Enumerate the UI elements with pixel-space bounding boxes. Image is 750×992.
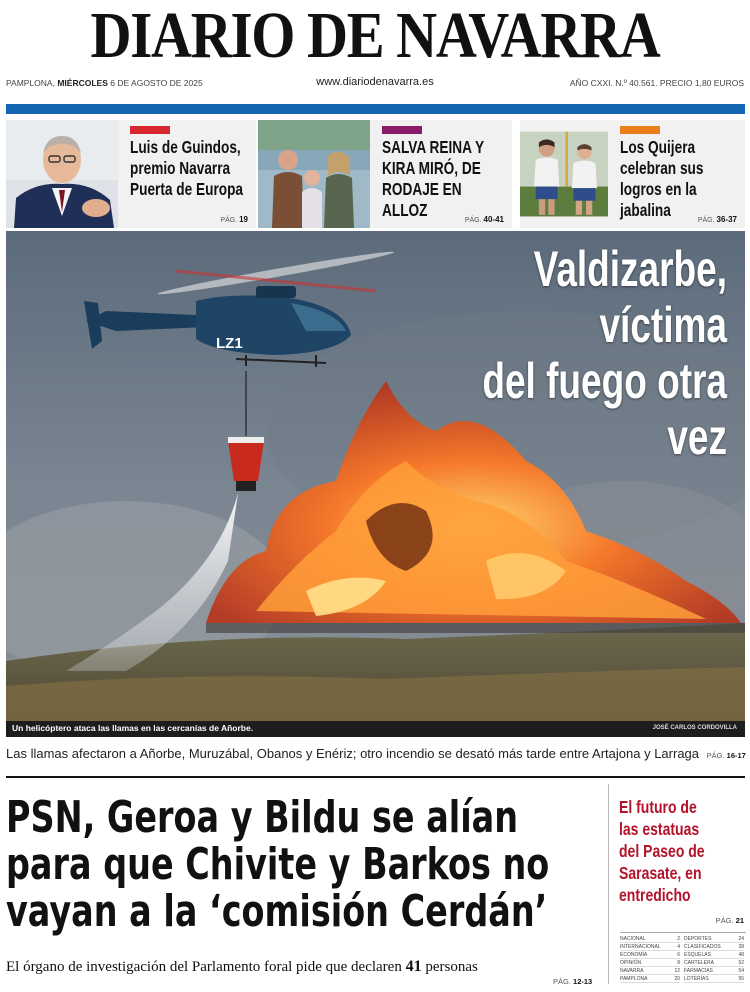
guindos-photo (6, 120, 118, 228)
side-page (716, 916, 744, 925)
teaser-accent-bar (620, 126, 660, 134)
index-page: 55 (738, 976, 744, 982)
hero-photo[interactable] (6, 231, 745, 737)
index-page: 2 (677, 936, 680, 942)
newspaper-title: DIARIO DE NAVARRA (90, 0, 660, 72)
page-number: 16-17 (726, 751, 746, 760)
date: 6 DE AGOSTO DE 2025 (110, 78, 203, 88)
teaser-guindos[interactable] (6, 120, 256, 228)
index-row[interactable] (684, 975, 744, 983)
index-label: ECONOMÍA (620, 952, 648, 958)
teaser-headline: Luis de Guindos, premio Navarra Puerta de Europa (130, 137, 244, 199)
weekday: MIÉRCOLES (57, 78, 108, 88)
teaser-page (465, 215, 504, 224)
index-row[interactable] (620, 959, 680, 967)
index-label: NACIONAL (620, 936, 646, 942)
helicopter-marking: LZ1 (216, 335, 243, 352)
photo-caption: Un helicóptero ataca las llamas en las cercanías de Añorbe. (12, 723, 254, 733)
teaser-headline: SALVA REINA Y KIRA MIRÓ, DE RODAJE EN ALLOZ (382, 137, 484, 220)
page-number: 12-13 (573, 977, 593, 986)
index-row[interactable] (684, 967, 744, 975)
page-prefix: PÁG. (464, 217, 482, 224)
index-page: 54 (738, 968, 744, 974)
index-label: LOTERÍAS (684, 976, 709, 982)
teaser-quijera[interactable] (520, 120, 745, 228)
teaser-accent-bar (130, 126, 170, 134)
page-prefix: PÁG. (706, 751, 725, 760)
index-row[interactable] (684, 959, 744, 967)
index-page: 12 (674, 968, 680, 974)
index-row[interactable] (620, 943, 680, 951)
side-headline-line2: las estatuas (619, 819, 700, 839)
main-page (553, 977, 592, 986)
index-page: 24 (738, 936, 744, 942)
column-divider (608, 784, 609, 984)
index-row[interactable] (620, 935, 680, 943)
index-label: OPINIÓN (620, 960, 642, 966)
index-label: DEPORTES (684, 936, 712, 942)
hero-title-line1: Valdizarbe, víctima (533, 241, 727, 353)
page-number: 21 (735, 916, 744, 925)
teaser-headline: Los Quijera celebran sus logros en la jabalina (620, 137, 704, 220)
photo-caption-bar (6, 721, 745, 737)
quijera-photo (520, 120, 608, 228)
index-row[interactable] (684, 935, 744, 943)
main-headline-line1: PSN, Geroa y Bildu se alían (6, 792, 519, 843)
index-page: 8 (677, 960, 680, 966)
index-page: 4 (677, 944, 680, 950)
website-link[interactable]: www.diariodenavarra.es (316, 76, 434, 88)
main-headline-line2: para que Chivite y Barkos no (6, 839, 550, 890)
page-prefix: PÁG. (220, 217, 238, 224)
main-headline[interactable] (6, 794, 599, 935)
page-prefix: PÁG. (697, 217, 715, 224)
subheadline-text: El órgano de investigación del Parlamento foral pide que declaren (6, 959, 406, 975)
teaser-accent-bar (382, 126, 422, 134)
side-headline-line3: del Paseo de (619, 841, 705, 861)
index-row[interactable] (620, 967, 680, 975)
index-page: 6 (677, 952, 680, 958)
teaser-text (130, 126, 250, 200)
index-column-2 (684, 935, 744, 983)
index-row[interactable] (620, 975, 680, 983)
index-label: NAVARRA (620, 968, 644, 974)
index-column-1 (620, 935, 680, 983)
edition-info: AÑO CXXI. N.º 40.561. PRECIO 1,80 EUROS (569, 78, 744, 88)
index-label: ESQUELAS (684, 952, 711, 958)
index-row[interactable] (620, 951, 680, 959)
teaser-page (698, 215, 737, 224)
page-number: 19 (239, 215, 248, 224)
page-number: 40-41 (483, 215, 504, 224)
dateline (6, 76, 744, 92)
main-subheadline (6, 958, 478, 976)
side-headline-line1: El futuro de (619, 797, 697, 817)
teaser-text (382, 126, 506, 221)
subheadline-number: 41 (405, 958, 422, 975)
index-label: PAMPLONA (620, 976, 648, 982)
side-headline[interactable] (619, 796, 739, 906)
hero-subline (6, 746, 745, 761)
index-page: 52 (738, 960, 744, 966)
subline-text: Las llamas afectaron a Añorbe, Muruzábal, Obanos y Enériz; otro incendio se desató más tarde entre Artajona y Larraga (6, 746, 700, 761)
page-prefix: PÁG. (553, 977, 571, 986)
side-headline-line4: Sarasate, en (619, 863, 702, 883)
subline-page (707, 751, 746, 760)
section-index (620, 932, 746, 982)
index-label: CLASIFICADOS (684, 944, 721, 950)
city: PAMPLONA, (6, 78, 55, 88)
index-page: 20 (674, 976, 680, 982)
teaser-rodaje[interactable] (258, 120, 512, 228)
rodaje-photo (258, 120, 370, 228)
index-label: INTERNACIONAL (620, 944, 661, 950)
page-prefix: PÁG. (715, 916, 734, 925)
teaser-page (220, 215, 248, 224)
index-row[interactable] (684, 951, 744, 959)
index-page: 48 (738, 952, 744, 958)
section-divider (6, 776, 745, 778)
index-page: 38 (738, 944, 744, 950)
page-number: 36-37 (716, 215, 737, 224)
teaser-strip (6, 104, 745, 224)
side-headline-line5: entredicho (619, 885, 691, 905)
photo-credit: JOSÉ CARLOS CORDOVILLA (652, 725, 737, 731)
hero-title-line2: del fuego otra vez (482, 353, 727, 465)
index-label: FARMACIAS (684, 968, 713, 974)
masthead (0, 0, 750, 72)
subheadline-end: personas (421, 959, 478, 975)
hero-headline (416, 241, 727, 465)
main-headline-line3: vayan a la ‘comisión Cerdán’ (6, 886, 548, 937)
index-row[interactable] (684, 943, 744, 951)
teaser-text (620, 126, 739, 221)
index-label: CARTELERA (684, 960, 714, 966)
